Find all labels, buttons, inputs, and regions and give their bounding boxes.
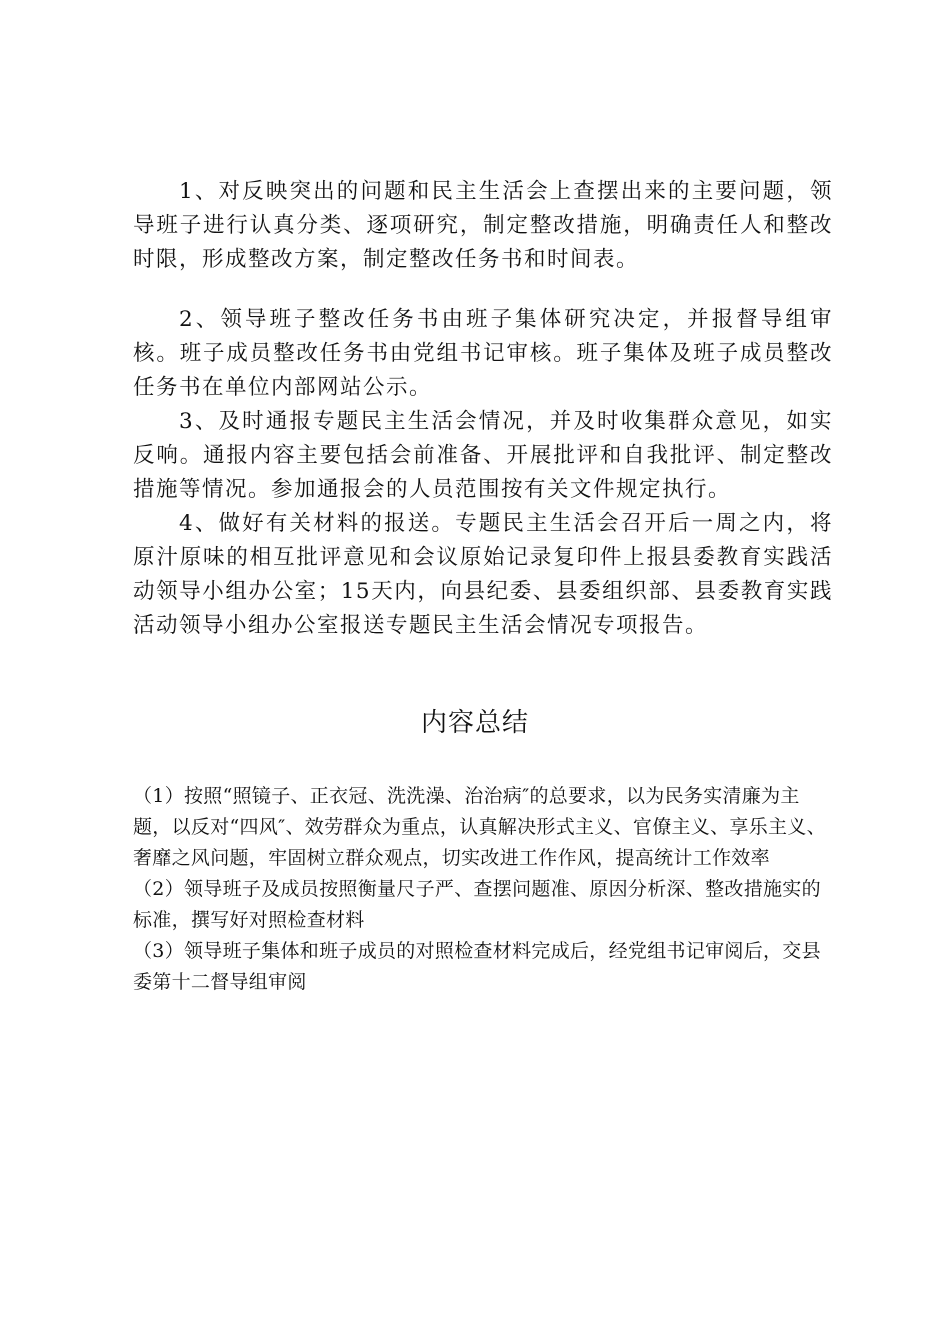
paragraph-gap bbox=[133, 277, 833, 303]
summary-list bbox=[133, 781, 833, 998]
document-body bbox=[133, 175, 833, 643]
paragraph-4: 4、做好有关材料的报送。专题民主生活会召开后一周之内，将原汁原味的相互批评意见和会议原始记录复印件上报县委教育实践活动领导小组办公室；15天内，向县纪委、县委组织部、县委教育实践活动领导小组办公室报送专题民主生活会情况专项报告。 bbox=[133, 511, 833, 638]
summary-title: 内容总结 bbox=[420, 708, 529, 738]
paragraph-3: 3、及时通报专题民主生活会情况，并及时收集群众意见，如实反响。通报内容主要包括会前准备、开展批评和自我批评、制定整改措施等情况。参加通报会的人员范围按有关文件规定执行。 bbox=[133, 409, 833, 502]
paragraph-1: 1、对反映突出的问题和民主生活会上查摆出来的主要问题，领导班子进行认真分类、逐项研究，制定整改措施，明确责任人和整改时限，形成整改方案，制定整改任务书和时间表。 bbox=[133, 179, 833, 272]
paragraph-2: 2、领导班子整改任务书由班子集体研究决定，并报督导组审核。班子成员整改任务书由党组书记审核。班子集体及班子成员整改任务书在单位内部网站公示。 bbox=[133, 307, 833, 400]
summary-item-1: （1）按照“照镜子、正衣冠、洗洗澡、治治病″的总要求，以为民务实清廉为主题，以反对“四风″、效劳群众为重点，认真解决形式主义、官僚主义、享乐主义、奢靡之风问题，牢固树立群众观点，切实改进工作作风，提高统计工作效率 bbox=[133, 785, 826, 869]
summary-item-2: （2）领导班子及成员按照衡量尺子严、查摆问题准、原因分析深、整改措施实的标准，撰写好对照检查材料 bbox=[133, 878, 821, 931]
summary-item-3: （3）领导班子集体和班子成员的对照检查材料完成后，经党组书记审阅后，交县委第十二督导组审阅 bbox=[133, 940, 821, 993]
